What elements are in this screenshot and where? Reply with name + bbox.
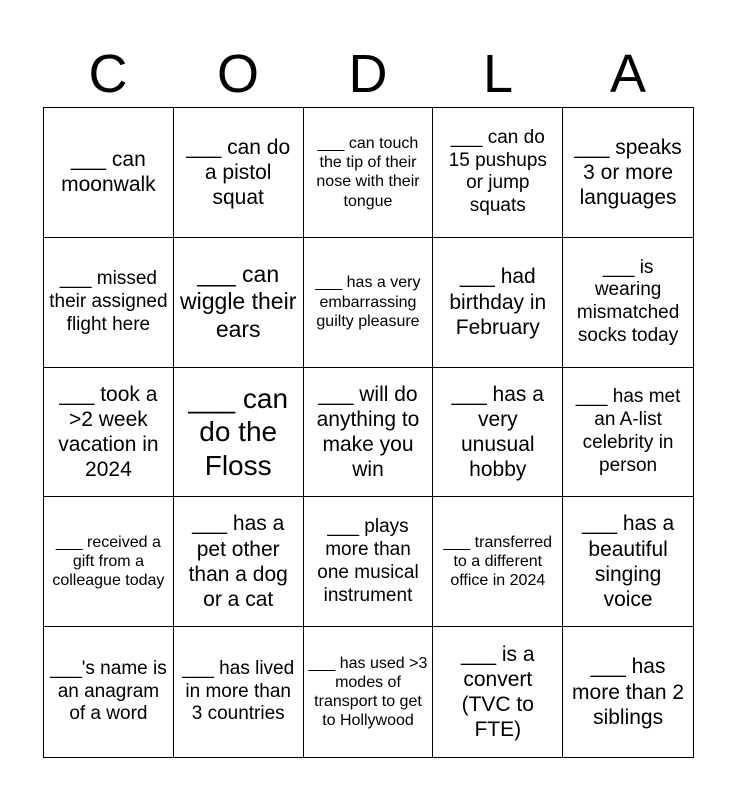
cell-text: ___ has more than 2 siblings: [572, 655, 685, 729]
bingo-cell[interactable]: [304, 497, 434, 627]
cell-text: ___ had birthday in February: [449, 265, 547, 339]
bingo-cell[interactable]: [563, 627, 693, 757]
cell-text: ___ transferred to a different office in 2024: [443, 534, 553, 590]
bingo-cell[interactable]: [44, 368, 174, 498]
cell-text: ___ can wiggle their ears: [180, 260, 297, 342]
header-letter-c: C: [88, 44, 128, 104]
bingo-cell[interactable]: [44, 238, 174, 368]
header-letter-o: O: [216, 44, 259, 104]
cell-text: ___ has lived in more than 3 countries: [182, 657, 295, 725]
cell-text: ___ can do a pistol squat: [186, 135, 291, 209]
cell-text: ___ has a very embarrassing guilty pleasure: [315, 274, 421, 330]
cell-text: ___ can touch the tip of their nose with their tongue: [316, 135, 420, 210]
cell-text: ___ can moonwalk: [61, 148, 156, 197]
cell-text: ___ can do 15 pushups or jump squats: [448, 126, 547, 217]
cell-text: ___ took a >2 week vacation in 2024: [58, 382, 159, 482]
bingo-cell[interactable]: [433, 497, 563, 627]
bingo-cell[interactable]: [304, 238, 434, 368]
bingo-cell[interactable]: [433, 627, 563, 757]
cell-text: ___ received a gift from a colleague today: [52, 534, 165, 590]
cell-text: ___ will do anything to make you win: [316, 382, 420, 482]
bingo-cell[interactable]: [44, 627, 174, 757]
bingo-cell[interactable]: [174, 108, 304, 238]
cell-text: ___'s name is an anagram of a word: [50, 657, 167, 725]
header-letter-l: L: [482, 44, 514, 104]
cell-text: ___ has a very unusual hobby: [451, 382, 544, 482]
bingo-cell[interactable]: [304, 627, 434, 757]
bingo-cell[interactable]: [433, 368, 563, 498]
bingo-board: [43, 107, 694, 758]
bingo-cell[interactable]: [433, 238, 563, 368]
cell-text: ___ has a pet other than a dog or a cat: [188, 512, 288, 611]
bingo-cell[interactable]: [174, 497, 304, 627]
bingo-cell[interactable]: [563, 238, 693, 368]
bingo-cell[interactable]: [44, 108, 174, 238]
cell-text: ___ is wearing mismatched socks today: [576, 256, 680, 346]
bingo-cell[interactable]: [174, 627, 304, 757]
header-letter-d: D: [348, 44, 388, 104]
bingo-cell[interactable]: [563, 497, 693, 627]
bingo-cell[interactable]: [44, 497, 174, 627]
bingo-cell[interactable]: [174, 238, 304, 368]
cell-text: ___ has met an A-list celebrity in person: [575, 386, 681, 476]
bingo-header: [43, 40, 693, 108]
bingo-cell[interactable]: [563, 368, 693, 498]
bingo-cell[interactable]: [433, 108, 563, 238]
cell-text: ___ is a convert (TVC to FTE): [461, 642, 535, 742]
cell-text: ___ has a beautiful singing voice: [581, 512, 675, 611]
bingo-cell[interactable]: [304, 108, 434, 238]
cell-text: ___ can do the Floss: [188, 382, 289, 481]
header-letter-a: A: [609, 44, 647, 104]
bingo-cell[interactable]: [563, 108, 693, 238]
cell-text: ___ has used >3 modes of transport to get to Hollywood: [308, 654, 428, 730]
bingo-cell[interactable]: [304, 368, 434, 498]
cell-text: ___ missed their assigned flight here: [49, 268, 168, 335]
bingo-cell[interactable]: [174, 368, 304, 498]
cell-text: ___ plays more than one musical instrument: [317, 516, 419, 606]
cell-text: ___ speaks 3 or more languages: [574, 135, 682, 209]
